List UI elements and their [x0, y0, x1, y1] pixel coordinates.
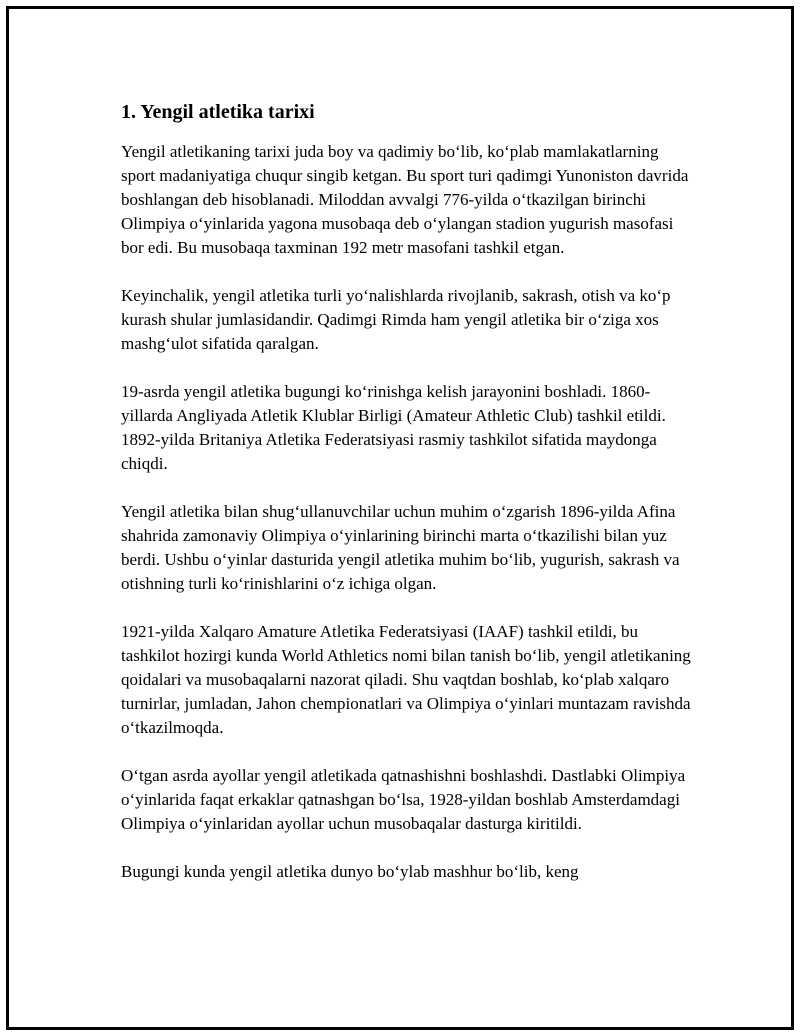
page-frame	[6, 6, 794, 1030]
section-heading: 1. Yengil atletika tarixi	[121, 101, 315, 123]
paragraph-1: Yengil atletikaning tarixi juda boy va qadimiy bo‘lib, ko‘plab mamlakatlarning sport madaniyatiga chuqur singib ketgan. Bu sport turi qadimgi Yunoniston davrida boshlangan deb hisoblanadi. Miloddan avvalgi 776-yilda o‘tkazilgan birinchi Olimpiya o‘yinlarida yagona musobaqa deb o‘ylangan stadion yugurish masofasi bor edi. Bu musobaqa taxminan 192 metr masofani tashkil etgan.	[121, 142, 689, 257]
paragraph-5: 1921-yilda Xalqaro Amature Atletika Federatsiyasi (IAAF) tashkil etildi, bu tashkilot hozirgi kunda World Athletics nomi bilan tanish bo‘lib, yengil atletikaning qoidalari va musobaqalarni nazorat qiladi. Shu vaqtdan boshlab, ko‘plab xalqaro turnirlar, jumladan, Jahon chempionatlari va Olimpiya o‘yinlari muntazam ravishda o‘tkazilmoqda.	[121, 622, 691, 737]
paragraph-6: O‘tgan asrda ayollar yengil atletikada qatnashishni boshlashdi. Dastlabki Olimpiya o‘yinlarida faqat erkaklar qatnashgan bo‘lsa, 1928-yildan boshlab Amsterdamdagi Olimpiya o‘yinlaridan ayollar uchun musobaqalar dasturga kiritildi.	[121, 766, 686, 833]
paragraph-2: Keyinchalik, yengil atletika turli yo‘nalishlarda rivojlanib, sakrash, otish va ko‘p kurash shular jumlasidandir. Qadimgi Rimda ham yengil atletika bir o‘ziga xos mashg‘ulot sifatida qaralgan.	[121, 286, 671, 353]
paragraph-3: 19-asrda yengil atletika bugungi ko‘rinishga kelish jarayonini boshladi. 1860-yillarda Angliyada Atletik Klublar Birligi (Amateur Athletic Club) tashkil etildi. 1892-yilda Britaniya Atletika Federatsiyasi rasmiy tashkilot sifatida maydonga chiqdi.	[121, 382, 666, 473]
document-body	[121, 99, 696, 908]
paragraph-7: Bugungi kunda yengil atletika dunyo bo‘ylab mashhur bo‘lib, keng	[121, 862, 579, 881]
paragraph-4: Yengil atletika bilan shug‘ullanuvchilar uchun muhim o‘zgarish 1896-yilda Afina shahrida zamonaviy Olimpiya o‘yinlarining birinchi marta o‘tkazilishi bilan yuz berdi. Ushbu o‘yinlar dasturida yengil atletika muhim bo‘lib, yugurish, sakrash va otishning turli ko‘rinishlarini o‘z ichiga olgan.	[121, 502, 680, 593]
